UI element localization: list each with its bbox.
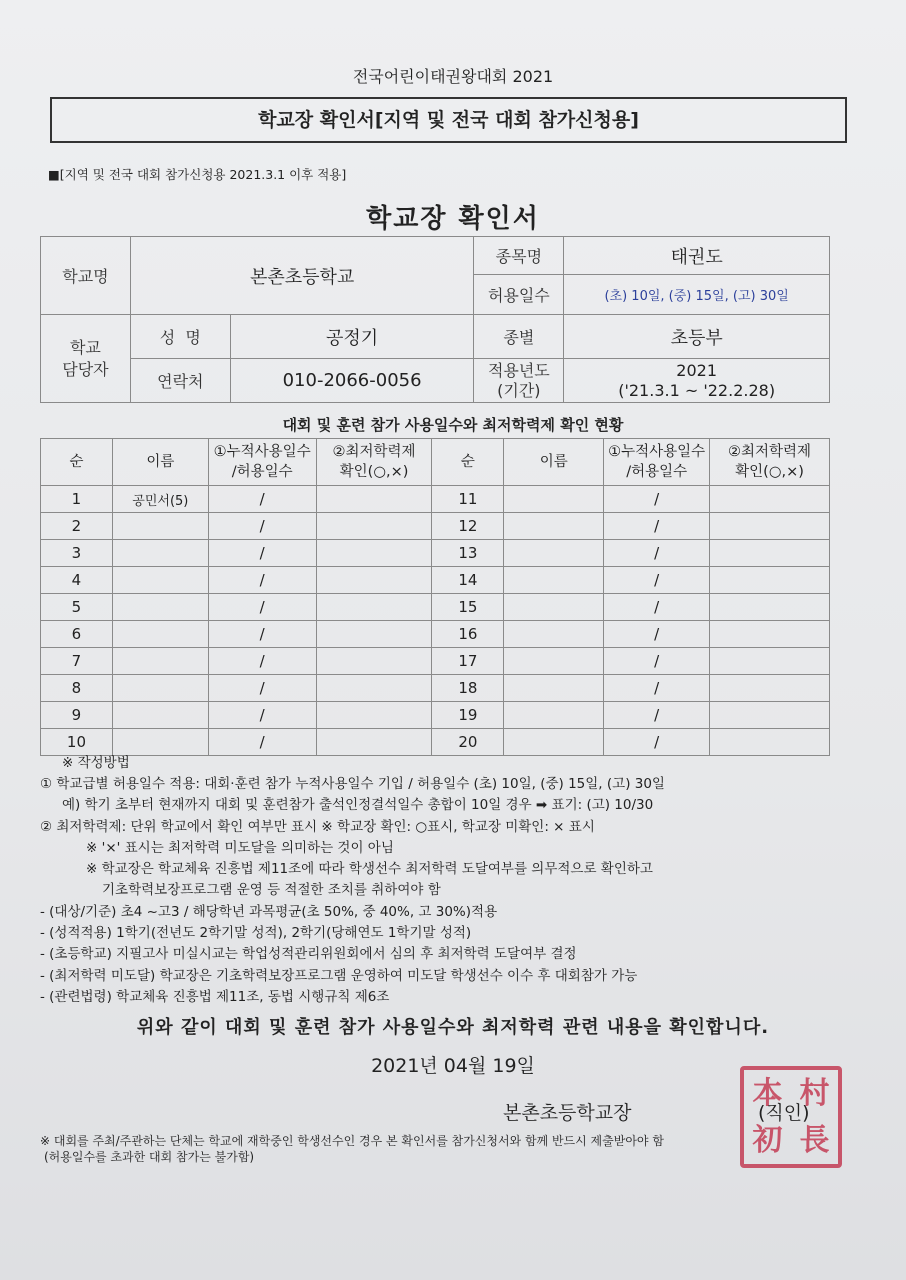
row-check — [316, 675, 432, 702]
instruction-line: - (초등학교) 지필고사 미실시교는 학업성적관리위원회에서 심의 후 최저학력 도달여부 결정 — [40, 946, 577, 963]
document-box-title: 학교장 확인서[지역 및 전국 대회 참가신청용] — [50, 97, 847, 143]
row-days: / — [604, 702, 710, 729]
row-check — [316, 513, 432, 540]
row-check — [710, 567, 830, 594]
status-title: 대회 및 훈련 참가 사용일수와 최저학력제 확인 현황 — [282, 416, 624, 434]
instruction-line: 예) 학기 초부터 현재까지 대회 및 훈련참가 출석인정결석일수 총합이 10일 경우 ➡ 표기: (고) 10/30 — [62, 797, 654, 814]
sport-label: 종목명 — [474, 237, 564, 275]
row-number: 2 — [41, 513, 113, 540]
applicability-note: ■[지역 및 전국 대회 참가신청용 2021.3.1 이후 적용] — [48, 167, 347, 182]
table-row — [41, 621, 830, 648]
row-name — [112, 648, 208, 675]
instruction-line: - (대상/기준) 초4 ~고3 / 해당학년 과목평균(초 50%, 중 40%, 고 30%)적용 — [40, 903, 498, 920]
row-name — [504, 540, 604, 567]
row-number: 13 — [432, 540, 504, 567]
table-row — [41, 648, 830, 675]
row-number: 9 — [41, 702, 113, 729]
row-days: / — [604, 621, 710, 648]
col-days-right: ①누적사용일수 /허용일수 — [604, 439, 710, 486]
row-number: 14 — [432, 567, 504, 594]
row-name — [504, 729, 604, 756]
official-seal-stamp — [740, 1066, 842, 1168]
row-check — [316, 594, 432, 621]
category-label: 종별 — [474, 315, 564, 359]
row-check — [710, 648, 830, 675]
row-name — [504, 675, 604, 702]
row-number: 6 — [41, 621, 113, 648]
row-check — [710, 729, 830, 756]
row-days: / — [604, 486, 710, 513]
row-name — [112, 621, 208, 648]
row-name — [504, 567, 604, 594]
row-check — [316, 729, 432, 756]
row-number: 11 — [432, 486, 504, 513]
table-row — [41, 540, 830, 567]
row-number: 15 — [432, 594, 504, 621]
row-check — [710, 513, 830, 540]
row-days: / — [604, 648, 710, 675]
row-days: / — [208, 567, 316, 594]
row-number: 20 — [432, 729, 504, 756]
main-title: 학교장 확인서 — [366, 204, 540, 234]
year-value: 2021 ('21.3.1 ~ '22.2.28) — [564, 359, 830, 403]
table-row — [41, 675, 830, 702]
row-days: / — [604, 540, 710, 567]
row-days: / — [208, 594, 316, 621]
row-check — [316, 648, 432, 675]
table-row — [41, 702, 830, 729]
row-number: 8 — [41, 675, 113, 702]
row-name — [504, 621, 604, 648]
confirmation-date: 2021년 04월 19일 — [371, 1055, 535, 1077]
footnote — [40, 1133, 664, 1165]
footnote-line: (허용일수를 초과한 대회 참가는 불가함) — [44, 1150, 255, 1164]
row-number: 3 — [41, 540, 113, 567]
allowed-days-value: (초) 10일, (중) 15일, (고) 30일 — [564, 275, 830, 315]
seal-char: 長 — [799, 1122, 830, 1158]
row-days: / — [604, 594, 710, 621]
row-number: 5 — [41, 594, 113, 621]
instruction-line: ② 최저학력제: 단위 학교에서 확인 여부만 표시 ※ 학교장 확인: ○표시, 학교장 미확인: × 표시 — [40, 818, 595, 835]
row-days: / — [208, 513, 316, 540]
allowed-days-label: 허용일수 — [474, 275, 564, 315]
row-number: 7 — [41, 648, 113, 675]
table-row — [41, 513, 830, 540]
col-days-left: ①누적사용일수 /허용일수 — [208, 439, 316, 486]
info-table — [40, 236, 830, 403]
instruction-line: - (성적적용) 1학기(전년도 2학기말 성적), 2학기(당해연도 1학기말 성적) — [40, 925, 472, 942]
seal-char: 初 — [752, 1122, 783, 1158]
table-row — [41, 567, 830, 594]
confirmation-text: 위와 같이 대회 및 훈련 참가 사용일수와 최저학력 관련 내용을 확인합니다. — [136, 1017, 770, 1038]
footnote-line: ※ 대회를 주최/주관하는 단체는 학교에 재학중인 학생선수인 경우 본 확인서를 참가신청서와 함께 반드시 제출받아야 함 — [40, 1134, 664, 1148]
col-check-left: ②최저학력제 확인(○,×) — [316, 439, 432, 486]
col-name-left: 이름 — [112, 439, 208, 486]
row-check — [710, 486, 830, 513]
row-check — [316, 567, 432, 594]
manager-label: 학교 담당자 — [41, 315, 131, 403]
instruction-line: ① 학교급별 허용일수 적용: 대회·훈련 참가 누적사용일수 기입 / 허용일수 (초) 10일, (중) 15일, (고) 30일 — [40, 776, 665, 792]
contact-label: 연락처 — [130, 359, 230, 403]
row-number: 17 — [432, 648, 504, 675]
row-check — [710, 675, 830, 702]
row-number: 1 — [41, 486, 113, 513]
instruction-line: - (최저학력 미도달) 학교장은 기초학력보장프로그램 운영하여 미도달 학생선수 이수 후 대회참가 가능 — [40, 967, 638, 984]
seal-char: 本 — [752, 1075, 783, 1111]
col-no-left: 순 — [41, 439, 113, 486]
row-number: 19 — [432, 702, 504, 729]
name-value: 공정기 — [230, 315, 474, 359]
year-label: 적용년도 (기간) — [474, 359, 564, 403]
row-days: / — [208, 675, 316, 702]
instructions-heading: ※ 작성방법 — [62, 755, 130, 771]
row-name — [504, 513, 604, 540]
row-name — [112, 675, 208, 702]
row-check — [316, 621, 432, 648]
instruction-line: - (관련법령) 학교체육 진흥법 제11조, 동법 시행규칙 제6조 — [40, 988, 390, 1005]
row-name — [112, 513, 208, 540]
row-name — [504, 648, 604, 675]
row-name — [112, 567, 208, 594]
category-value: 초등부 — [564, 315, 830, 359]
row-days: / — [208, 702, 316, 729]
seal-char: 村 — [799, 1075, 830, 1111]
contact-value: 010-2066-0056 — [230, 359, 474, 403]
name-label: 성 명 — [130, 315, 230, 359]
row-number: 16 — [432, 621, 504, 648]
seal-label: (직인) — [758, 1102, 810, 1124]
row-name — [504, 594, 604, 621]
table-row — [41, 594, 830, 621]
roster-header-row — [41, 439, 830, 486]
row-days: / — [604, 729, 710, 756]
instruction-line: ※ '×' 표시는 최저학력 미도달을 의미하는 것이 아님 — [86, 839, 394, 856]
col-no-right: 순 — [432, 439, 504, 486]
row-name — [112, 594, 208, 621]
row-name — [504, 702, 604, 729]
row-check — [316, 702, 432, 729]
row-number: 12 — [432, 513, 504, 540]
row-number: 18 — [432, 675, 504, 702]
row-days: / — [604, 675, 710, 702]
row-days: / — [604, 513, 710, 540]
row-days: / — [208, 648, 316, 675]
row-check — [316, 540, 432, 567]
col-name-right: 이름 — [504, 439, 604, 486]
row-days: / — [208, 729, 316, 756]
instruction-line: 기초학력보장프로그램 운영 등 적절한 조치를 취하여야 함 — [102, 882, 441, 899]
row-check — [710, 621, 830, 648]
principal-name: 본촌초등학교장 — [503, 1102, 632, 1124]
row-name — [112, 540, 208, 567]
row-check — [710, 540, 830, 567]
row-number: 4 — [41, 567, 113, 594]
school-label: 학교명 — [41, 237, 131, 315]
col-check-right: ②최저학력제 확인(○,×) — [710, 439, 830, 486]
row-days: / — [208, 540, 316, 567]
event-name: 전국어린이태권왕대회 2021 — [352, 67, 554, 86]
row-name: 공민서(5) — [112, 486, 208, 513]
row-days: / — [208, 486, 316, 513]
roster-table — [40, 438, 830, 756]
row-check — [710, 594, 830, 621]
table-row — [41, 486, 830, 513]
row-name — [112, 702, 208, 729]
row-days: / — [208, 621, 316, 648]
row-number: 10 — [41, 729, 113, 756]
school-value: 본촌초등학교 — [130, 237, 474, 315]
row-check — [710, 702, 830, 729]
row-days: / — [604, 567, 710, 594]
row-check — [316, 486, 432, 513]
table-row — [41, 729, 830, 756]
row-name — [504, 486, 604, 513]
instructions-list — [40, 774, 860, 1008]
sport-value: 태권도 — [564, 237, 830, 275]
instruction-line: ※ 학교장은 학교체육 진흥법 제11조에 따라 학생선수 최저학력 도달여부를 의무적으로 확인하고 — [86, 861, 653, 878]
